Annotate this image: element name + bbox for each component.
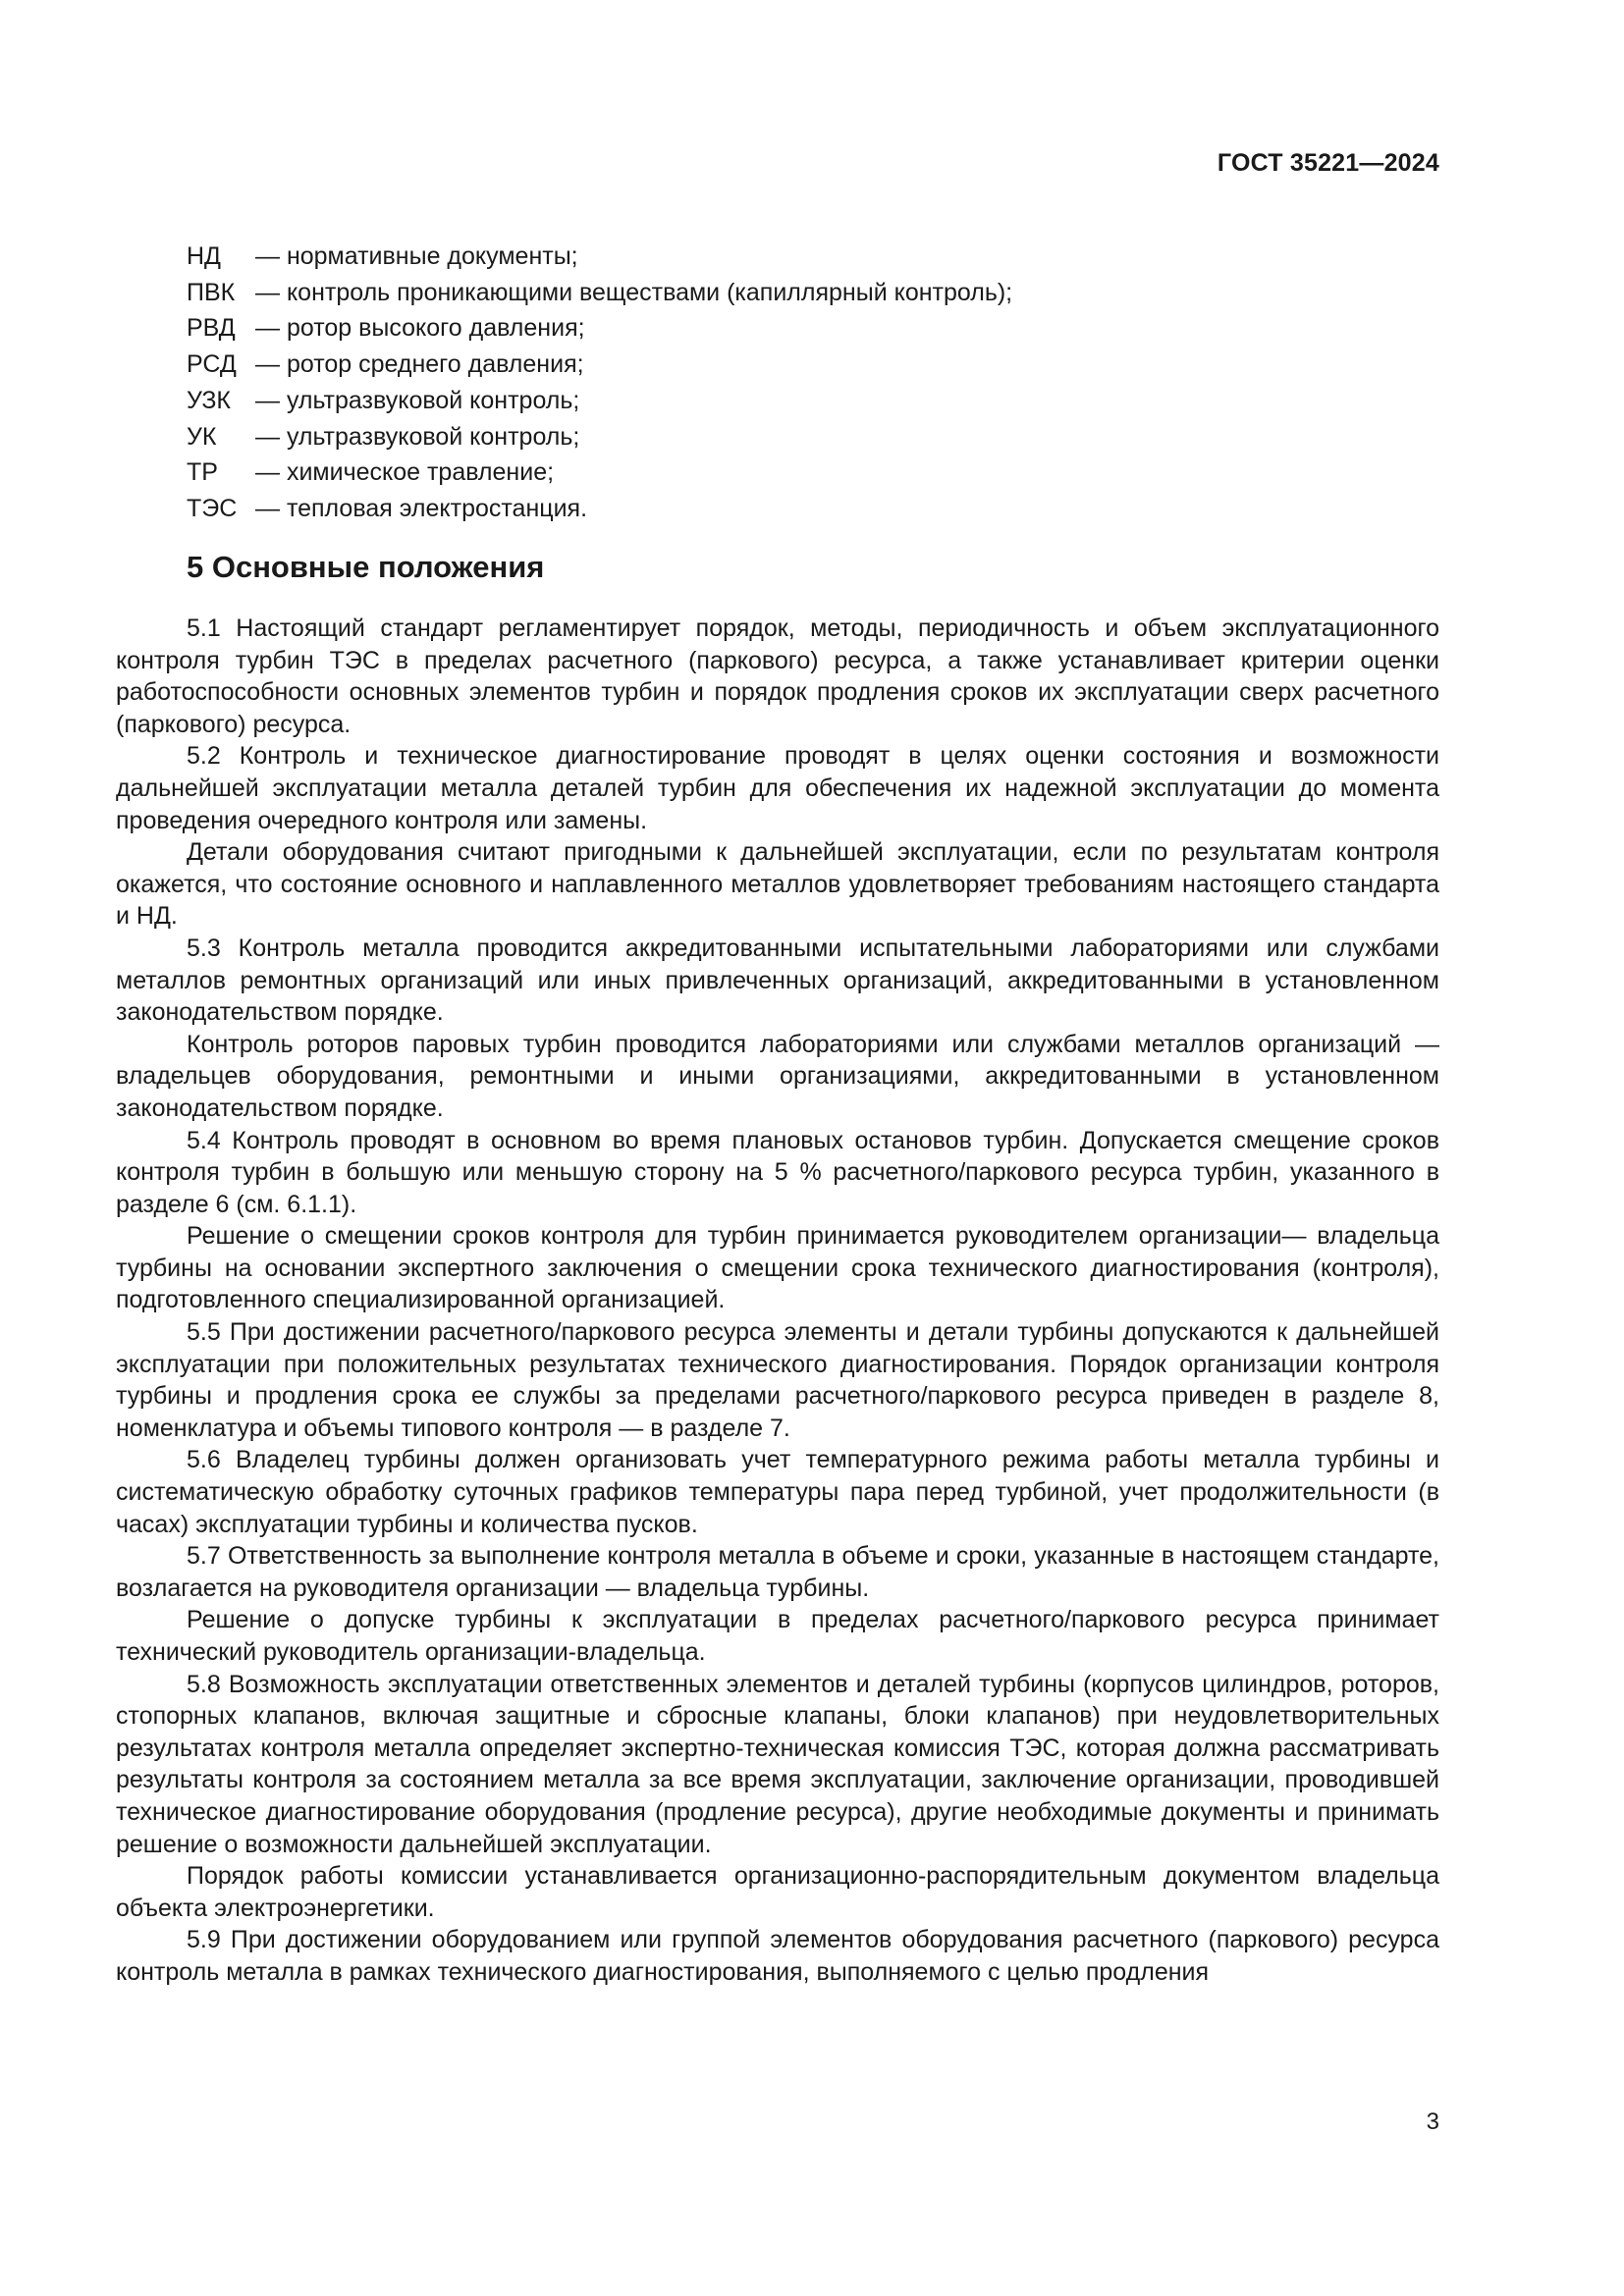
- paragraph: 5.7 Ответственность за выполнение контроля металла в объеме и сроки, указанные в настоящем стандарте, возлагается на руководителя организации — владельца турбины.: [116, 1542, 1439, 1602]
- section-title: 5 Основные положения: [187, 550, 545, 584]
- abbreviation-definition: — контроль проникающими веществами (капиллярный контроль);: [255, 278, 1013, 306]
- abbreviation-definition: — ротор среднего давления;: [255, 350, 584, 379]
- paragraph: 5.5 При достижении расчетного/паркового ресурса элементы и детали турбины допускаются к дальнейшей эксплуатации при положительных результатах технического диагностирования. Порядок организации контроля турбины и продления срока ее службы за пределами расчетного/паркового ресурса приведен в разделе 8, номенклатура и объемы типового контроля — в разделе 7.: [116, 1318, 1439, 1442]
- abbreviation-definition: — ротор высокого давления;: [255, 314, 585, 343]
- paragraph: Порядок работы комиссии устанавливается организационно-распорядительным документом владельца объекта электроэнергетики.: [116, 1862, 1439, 1922]
- paragraph: 5.3 Контроль металла проводится аккредитованными испытательными лабораториями или службами металлов ремонтных организаций или иных привлеченных организаций, аккредитованными в установленном законодательством порядке.: [116, 934, 1439, 1027]
- abbreviation-term: УК: [187, 422, 217, 451]
- paragraph: 5.2 Контроль и техническое диагностирование проводят в целях оценки состояния и возможности дальнейшей эксплуатации металла деталей турбин для обеспечения их надежной эксплуатации до момента проведения очередного контроля или замены.: [116, 742, 1439, 834]
- abbreviation-definition: — нормативные документы;: [255, 242, 578, 270]
- abbreviation-term: ТР: [187, 458, 218, 487]
- paragraph: Решение о допуске турбины к эксплуатации в пределах расчетного/паркового ресурса принимает технический руководитель организации-владельца.: [116, 1606, 1439, 1666]
- abbreviation-row: [187, 239, 1168, 275]
- paragraph: 5.6 Владелец турбины должен организовать учет температурного режима работы металла турбины и систематическую обработку суточных графиков температуры пара перед турбиной, учет продолжительности (в часах) эксплуатации турбины и количества пусков.: [116, 1446, 1439, 1538]
- abbreviation-term: ТЭС: [187, 494, 238, 522]
- abbreviation-definition: — тепловая электростанция.: [255, 494, 588, 522]
- paragraph: Контроль роторов паровых турбин проводится лабораториями или службами металлов организаций — владельцев оборудования, ремонтными и иными организациями, аккредитованными в установленном законодательством порядке.: [116, 1030, 1439, 1122]
- paragraph: Детали оборудования считают пригодными к дальнейшей эксплуатации, если по результатам контроля окажется, что состояние основного и наплавленного металлов удовлетворяет требованиям настоящего стандарта и НД.: [116, 838, 1439, 931]
- section-body: [116, 613, 1439, 1989]
- paragraph: 5.4 Контроль проводят в основном во время плановых остановов турбин. Допускается смещение сроков контроля турбин в большую или меньшую сторону на 5 % расчетного/паркового ресурса турбин, указанного в разделе 6 (см. 6.1.1).: [116, 1126, 1439, 1218]
- abbreviation-term: ПВК: [187, 278, 236, 306]
- abbreviation-list: [187, 239, 1168, 527]
- abbreviation-term: НД: [187, 242, 221, 270]
- abbreviation-definition: — ультразвуковой контроль;: [255, 386, 580, 414]
- abbreviation-term: УЗК: [187, 386, 231, 414]
- abbreviation-row: [187, 347, 1168, 383]
- paragraph: 5.8 Возможность эксплуатации ответственных элементов и деталей турбины (корпусов цилиндров, роторов, стопорных клапанов, включая защитные и сбросные клапаны, блоки клапанов) при неудовлетворительных результатах контроля металла определяет экспертно-техническая комиссия ТЭС, которая должна рассматривать результаты контроля за состоянием металла за все время эксплуатации, заключение организации, проводившей техническое диагностирование оборудования (продление ресурса), другие необходимые документы и принимать решение о возможности дальнейшей эксплуатации.: [116, 1670, 1439, 1858]
- paragraph: 5.1 Настоящий стандарт регламентирует порядок, методы, периодичность и объем эксплуатационного контроля турбин ТЭС в пределах расчетного (паркового) ресурса, а также устанавливает критерии оценки работоспособности основных элементов турбин и порядок продления сроков их эксплуатации сверх расчетного (паркового) ресурса.: [116, 614, 1439, 738]
- page-number: 3: [1426, 2109, 1439, 2135]
- abbreviation-row: [187, 491, 1168, 527]
- abbreviation-row: [187, 454, 1168, 491]
- paragraph: Решение о смещении сроков контроля для турбин принимается руководителем организации— владельца турбины на основании экспертного заключения о смещении срока технического диагностирования (контроля), подготовленного специализированной организацией.: [116, 1222, 1439, 1314]
- abbreviation-term: РВД: [187, 314, 236, 343]
- abbreviation-row: [187, 383, 1168, 419]
- paragraph: 5.9 При достижении оборудованием или группой элементов оборудования расчетного (паркового) ресурса контроль металла в рамках технического диагностирования, выполняемого с целью продления: [116, 1926, 1439, 1986]
- abbreviation-row: [187, 419, 1168, 455]
- abbreviation-definition: — химическое травление;: [255, 458, 555, 487]
- abbreviation-term: РСД: [187, 350, 237, 379]
- abbreviation-row: [187, 275, 1168, 311]
- abbreviation-definition: — ультразвуковой контроль;: [255, 422, 580, 451]
- document-id-header: ГОСТ 35221—2024: [1217, 149, 1439, 177]
- abbreviation-row: [187, 310, 1168, 347]
